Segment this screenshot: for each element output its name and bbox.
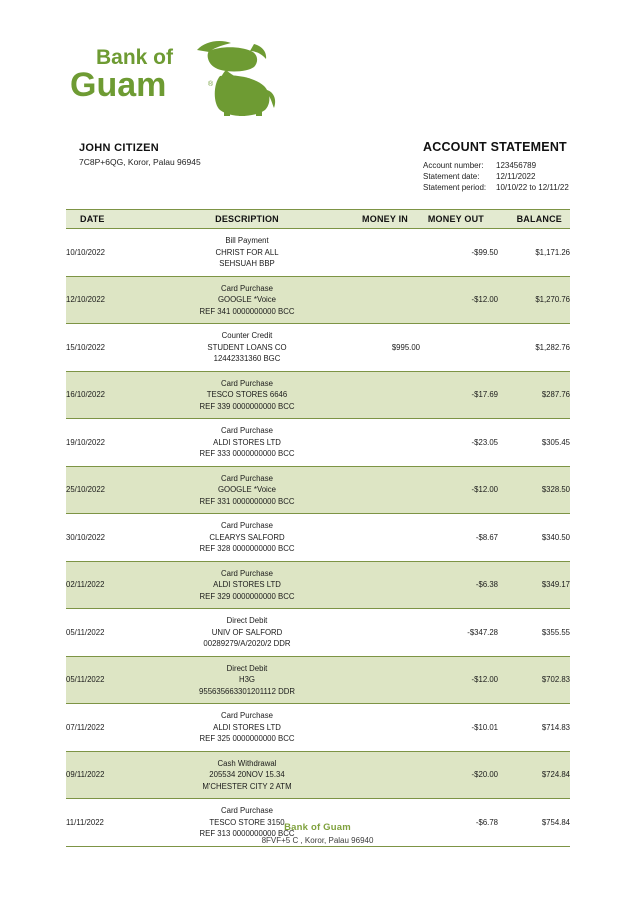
table-row — [66, 751, 570, 799]
cell-money-in — [342, 656, 420, 704]
cell-balance: $1,282.76 — [498, 324, 570, 372]
cell-date: 30/10/2022 — [66, 514, 152, 562]
description-line-2: GOOGLE *Voice — [217, 485, 277, 494]
svg-text:Bank of: Bank of — [96, 46, 174, 69]
description-line-2: ALDI STORES LTD — [213, 580, 281, 589]
description-line-2: TESCO STORES 6646 — [206, 390, 288, 399]
cell-date: 02/11/2022 — [66, 561, 152, 609]
cell-balance: $1,270.76 — [498, 276, 570, 324]
cell-description — [152, 609, 342, 657]
description-line-2: CHRIST FOR ALL — [215, 247, 279, 257]
table-row — [66, 704, 570, 752]
column-header-balance: BALANCE — [498, 210, 570, 229]
table-row — [66, 419, 570, 467]
description-line-1: Direct Debit — [226, 663, 268, 673]
cell-money-out: -$17.69 — [420, 371, 498, 419]
description-line-2: CLEARYS SALFORD — [209, 532, 285, 542]
description-line-2: UNIV OF SALFORD — [211, 627, 283, 637]
cell-balance: $355.55 — [498, 609, 570, 657]
column-header-date: DATE — [66, 210, 152, 229]
cell-money-in — [342, 276, 420, 324]
description-line-1: Card Purchase — [220, 521, 273, 530]
transactions-table-wrapper — [66, 209, 570, 847]
statement-period-value: 10/10/22 to 12/11/22 — [496, 183, 569, 192]
cell-money-out: -$23.05 — [420, 419, 498, 467]
cell-balance: $287.76 — [498, 371, 570, 419]
description-line-3: REF 333 0000000000 BCC — [199, 449, 295, 458]
svg-text:®: ® — [208, 81, 214, 88]
cell-balance: $724.84 — [498, 751, 570, 799]
cell-balance: $702.83 — [498, 656, 570, 704]
customer-info — [79, 142, 379, 167]
statement-date-label: Statement date: — [423, 172, 480, 181]
description-line-1: Card Purchase — [220, 711, 273, 720]
description-line-3: REF 325 0000000000 BCC — [199, 734, 295, 743]
table-header-row — [66, 210, 570, 229]
statement-period-label: Statement period: — [423, 183, 487, 192]
carabao-icon — [68, 34, 298, 116]
cell-money-in — [342, 609, 420, 657]
description-line-1: Card Purchase — [220, 283, 273, 293]
description-line-1: Card Purchase — [220, 473, 273, 483]
svg-text:Guam: Guam — [70, 66, 167, 104]
cell-money-out: -$8.67 — [420, 514, 498, 562]
description-line-3: 12442331360 BGC — [213, 354, 281, 363]
account-number-value: 123456789 — [496, 161, 537, 170]
cell-balance: $714.83 — [498, 704, 570, 752]
cell-money-out: -$12.00 — [420, 466, 498, 514]
footer-bank-name: Bank of Guam — [284, 822, 351, 833]
table-row — [66, 656, 570, 704]
cell-balance: $1,171.26 — [498, 229, 570, 277]
column-header-money-in: MONEY IN — [342, 210, 420, 229]
cell-description — [152, 371, 342, 419]
page-title: ACCOUNT STATEMENT — [423, 140, 567, 154]
footer-address: 8FVF+5 C , Koror, Palau 96940 — [261, 836, 374, 845]
cell-description — [152, 514, 342, 562]
description-line-3: SEHSUAH BBP — [219, 259, 275, 268]
cell-money-out — [420, 324, 498, 372]
cell-date: 11/11/2022 — [66, 799, 152, 847]
description-line-3: M'CHESTER CITY 2 ATM — [202, 781, 292, 791]
column-header-description: DESCRIPTION — [152, 210, 342, 229]
cell-money-out: -$12.00 — [420, 656, 498, 704]
customer-address: 7C8P+6QG, Koror, Palau 96945 — [79, 157, 201, 167]
description-line-2: ALDI STORES LTD — [213, 722, 281, 732]
description-line-3: 00289279/A/2020/2 DDR — [203, 639, 291, 648]
cell-money-in — [342, 229, 420, 277]
description-line-3: REF 328 0000000000 BCC — [199, 544, 295, 553]
cell-money-out: -$347.28 — [420, 609, 498, 657]
cell-description — [152, 751, 342, 799]
description-line-3: REF 339 0000000000 BCC — [199, 401, 295, 411]
cell-description — [152, 704, 342, 752]
description-line-2: STUDENT LOANS CO — [207, 342, 287, 352]
account-number-row — [423, 160, 623, 171]
account-number-label: Account number: — [423, 161, 484, 170]
cell-money-in: $995.00 — [342, 324, 420, 372]
description-line-2: ALDI STORES LTD — [213, 437, 281, 447]
cell-balance: $305.45 — [498, 419, 570, 467]
cell-money-out: -$10.01 — [420, 704, 498, 752]
cell-money-out: -$6.78 — [420, 799, 498, 847]
table-row — [66, 514, 570, 562]
cell-description — [152, 561, 342, 609]
description-line-2: 205534 20NOV 15.34 — [209, 770, 285, 779]
cell-money-out: -$99.50 — [420, 229, 498, 277]
statement-summary — [423, 140, 623, 193]
description-line-1: Bill Payment — [225, 236, 269, 245]
cell-date: 15/10/2022 — [66, 324, 152, 372]
cell-description — [152, 419, 342, 467]
page-footer — [0, 822, 635, 845]
cell-money-in — [342, 751, 420, 799]
description-line-1: Counter Credit — [221, 331, 273, 340]
description-line-2: H3G — [238, 675, 256, 684]
cell-balance: $349.17 — [498, 561, 570, 609]
cell-description — [152, 229, 342, 277]
cell-money-in — [342, 466, 420, 514]
cell-date: 16/10/2022 — [66, 371, 152, 419]
cell-money-out: -$6.38 — [420, 561, 498, 609]
statement-date-value: 12/11/2022 — [496, 172, 536, 181]
table-row — [66, 229, 570, 277]
cell-date: 10/10/2022 — [66, 229, 152, 277]
description-line-3: REF 313 0000000000 BCC — [199, 829, 295, 838]
customer-name: JOHN CITIZEN — [79, 142, 159, 154]
cell-date: 05/11/2022 — [66, 609, 152, 657]
description-line-2: GOOGLE *Voice — [217, 295, 277, 304]
description-line-1: Cash Withdrawal — [217, 758, 277, 768]
description-line-3: REF 341 0000000000 BCC — [199, 306, 295, 316]
cell-money-in — [342, 514, 420, 562]
cell-money-out: -$20.00 — [420, 751, 498, 799]
table-body — [66, 229, 570, 847]
cell-date: 09/11/2022 — [66, 751, 152, 799]
cell-date: 12/10/2022 — [66, 276, 152, 324]
cell-description — [152, 656, 342, 704]
description-line-1: Card Purchase — [220, 568, 273, 578]
statement-date-row — [423, 171, 623, 182]
table-row — [66, 466, 570, 514]
description-line-2: TESCO STORE 3150 — [209, 817, 285, 827]
transactions-table — [66, 209, 570, 847]
statement-period-row — [423, 182, 623, 193]
cell-money-in — [342, 371, 420, 419]
table-row — [66, 371, 570, 419]
cell-balance: $754.84 — [498, 799, 570, 847]
description-line-1: Card Purchase — [220, 378, 273, 388]
description-line-3: REF 329 0000000000 BCC — [199, 591, 295, 601]
table-row — [66, 609, 570, 657]
cell-date: 07/11/2022 — [66, 704, 152, 752]
cell-date: 19/10/2022 — [66, 419, 152, 467]
cell-balance: $340.50 — [498, 514, 570, 562]
column-header-money-out: MONEY OUT — [420, 210, 498, 229]
table-row — [66, 561, 570, 609]
bank-logo — [68, 34, 298, 116]
table-row — [66, 324, 570, 372]
description-line-1: Card Purchase — [220, 806, 273, 815]
cell-description — [152, 276, 342, 324]
cell-balance: $328.50 — [498, 466, 570, 514]
cell-money-in — [342, 561, 420, 609]
cell-money-in — [342, 419, 420, 467]
cell-description — [152, 324, 342, 372]
cell-date: 05/11/2022 — [66, 656, 152, 704]
description-line-1: Card Purchase — [220, 426, 273, 435]
cell-description — [152, 466, 342, 514]
description-line-3: 955635663301201112 DDR — [199, 686, 295, 696]
cell-money-out: -$12.00 — [420, 276, 498, 324]
description-line-1: Direct Debit — [226, 616, 268, 625]
table-header — [66, 210, 570, 229]
table-row — [66, 276, 570, 324]
cell-money-in — [342, 704, 420, 752]
cell-date: 25/10/2022 — [66, 466, 152, 514]
description-line-3: REF 331 0000000000 BCC — [199, 496, 295, 506]
